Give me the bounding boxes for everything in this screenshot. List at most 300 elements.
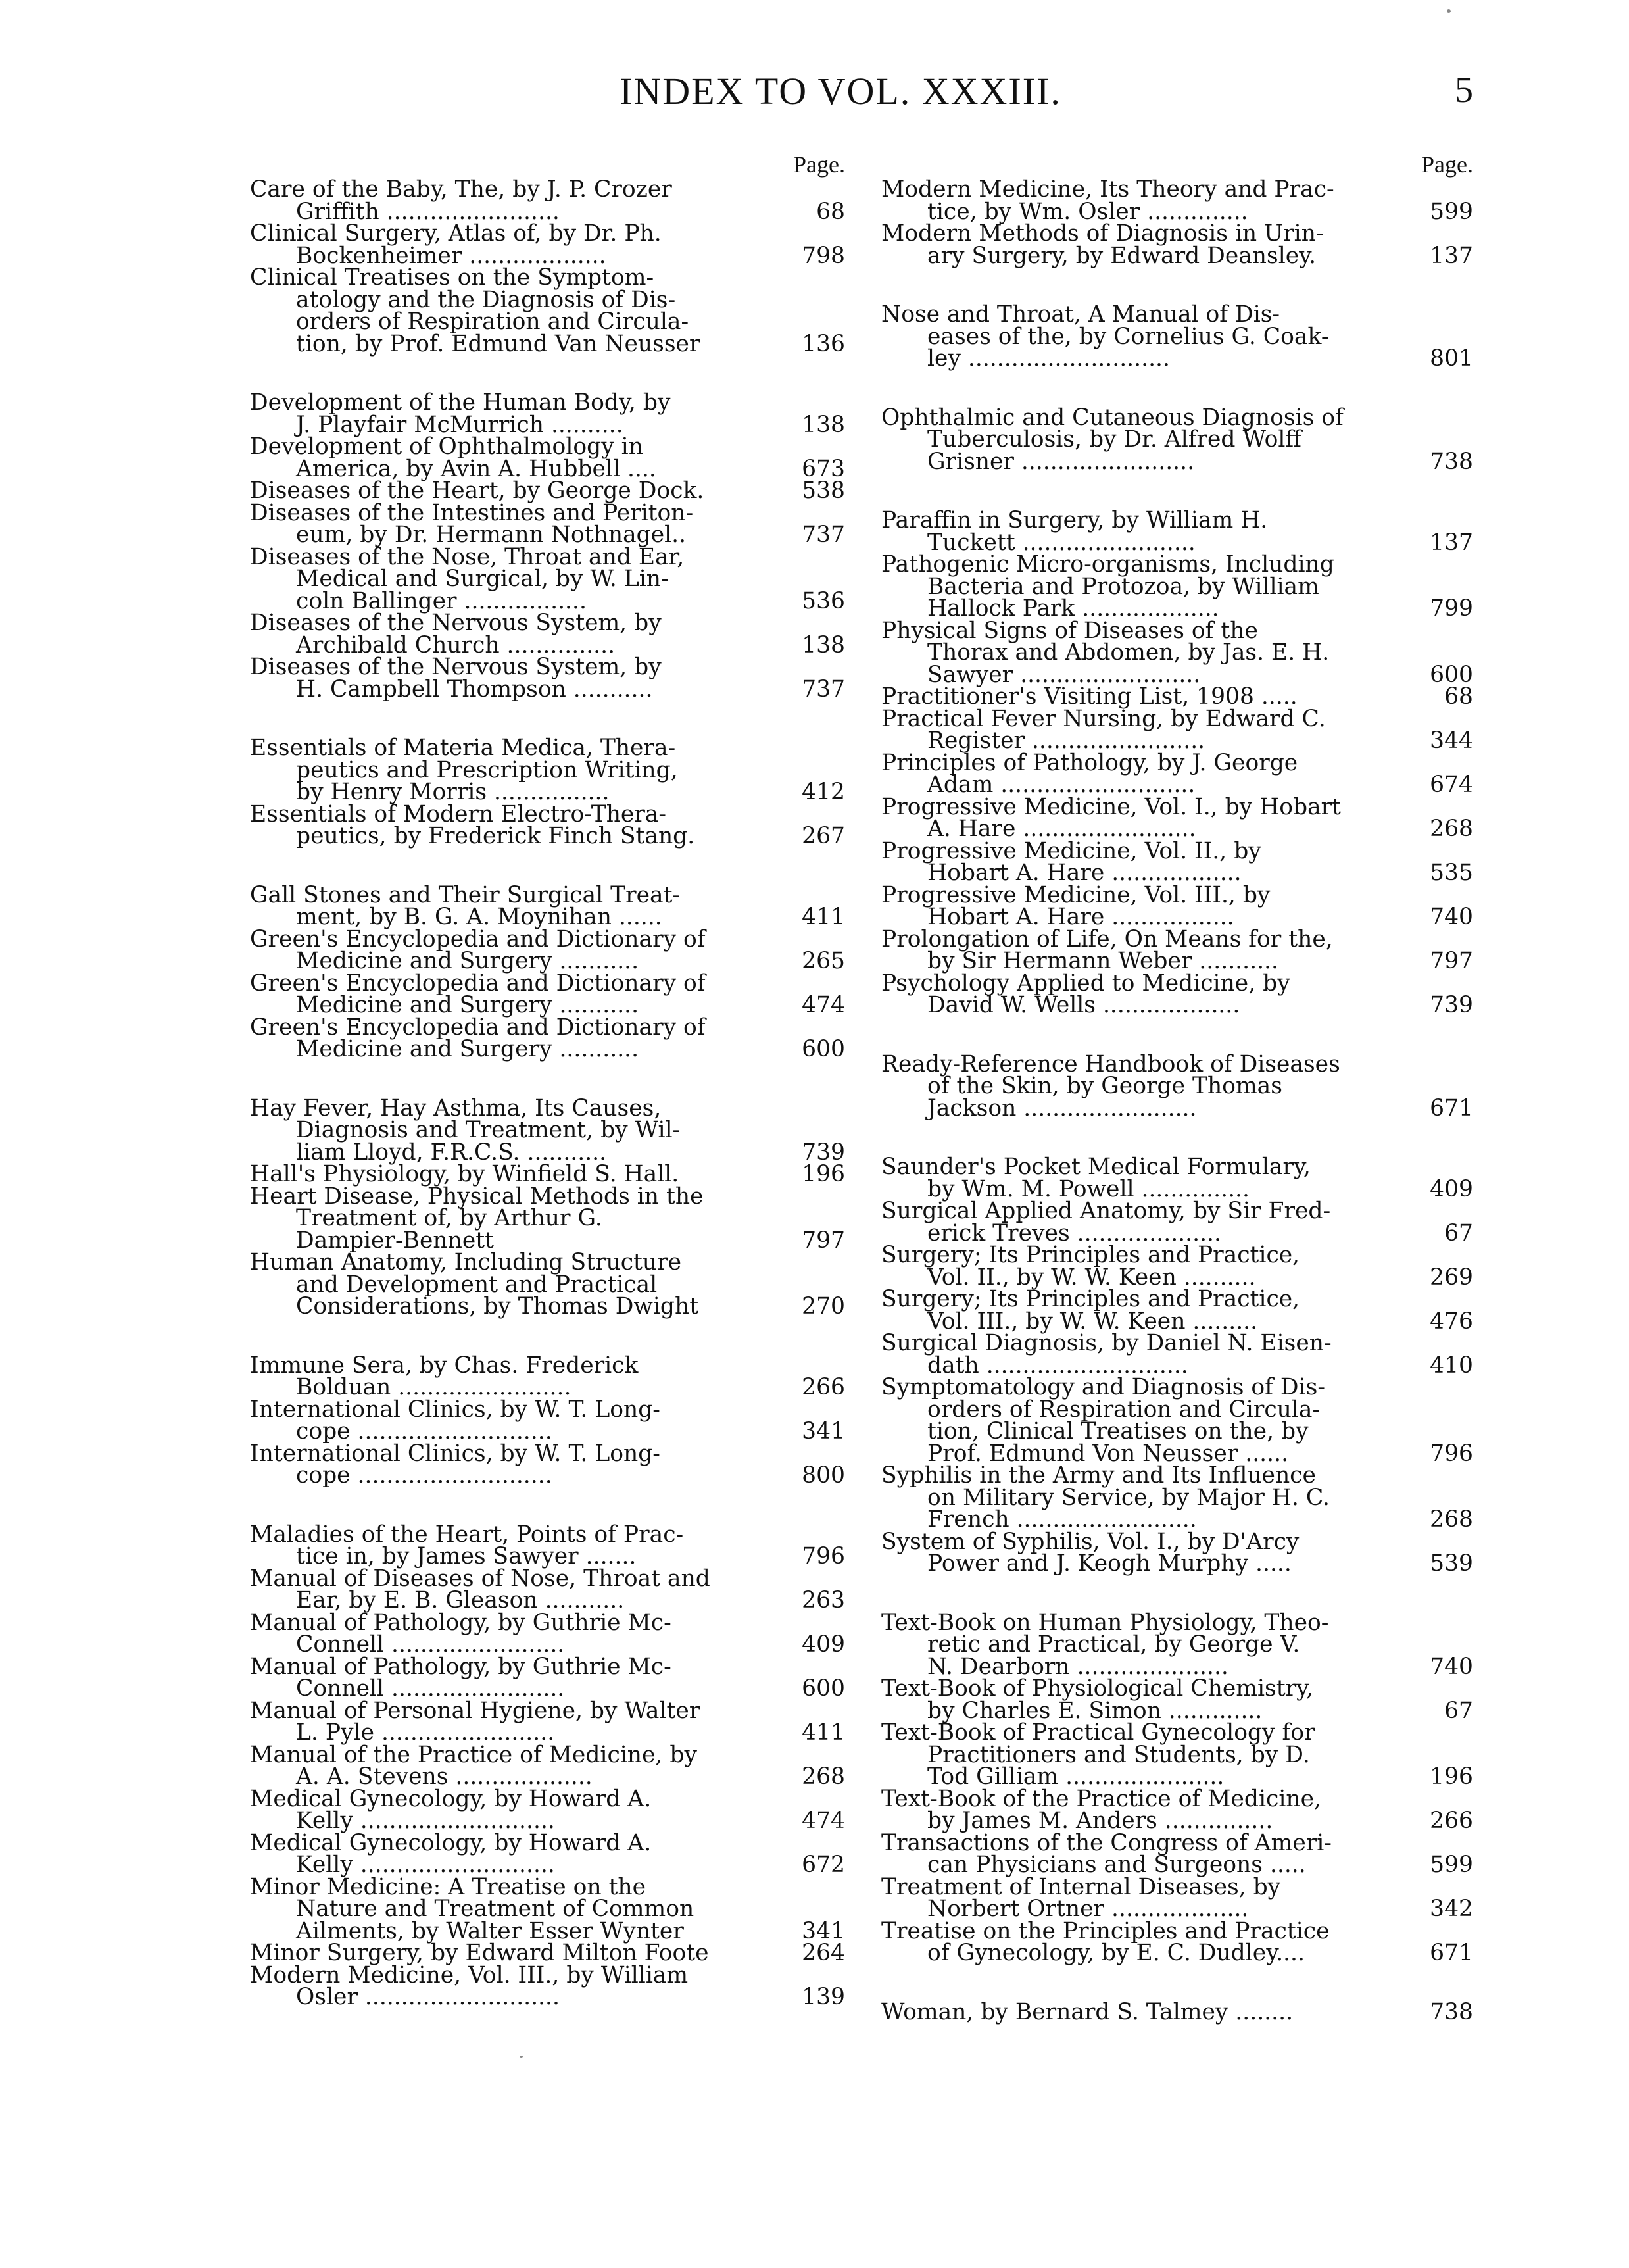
index-entry (881, 1609, 1473, 1680)
index-entry-line: Sawyer ......................... (927, 661, 1201, 688)
index-entry-page: 538 (802, 478, 845, 504)
index-entry-line: Nature and Treatment of Common (296, 1896, 694, 1922)
index-letter-group (250, 1352, 845, 1489)
index-entry-line: Minor Surgery, by Edward Milton Foote (250, 1940, 709, 1966)
index-entry-page: 67 (1444, 1697, 1473, 1724)
index-entry (250, 1396, 845, 1444)
index-entry (250, 925, 845, 974)
index-entry (250, 1183, 845, 1254)
index-entry (250, 1352, 845, 1400)
index-letter-group (881, 1156, 1473, 1575)
index-entry (250, 1697, 845, 1746)
index-entry-line: Ear, by E. B. Gleason ........... (296, 1587, 625, 1614)
index-entry (881, 749, 1473, 798)
index-entry-line: cope ........................... (296, 1418, 552, 1444)
index-entry-line: Surgery; Its Principles and Practice, (881, 1286, 1300, 1312)
index-entry-page: 739 (802, 1139, 845, 1166)
index-entry-line: ment, by B. G. A. Moynihan ...... (296, 904, 662, 930)
index-entry-line: A. Hare ........................ (927, 816, 1196, 842)
index-entry (250, 612, 845, 656)
index-entry-page: 801 (1430, 345, 1473, 372)
index-entry (250, 433, 845, 482)
index-entry-line: Grisner ........................ (927, 448, 1195, 475)
index-entry-page: 798 (802, 242, 845, 269)
index-entry-line: Psychology Applied to Medicine, by (881, 970, 1290, 997)
index-entry-line: Gall Stones and Their Surgical Treat- (250, 881, 681, 908)
index-entry-line: by James M. Anders ............... (927, 1808, 1273, 1834)
index-entry-line: by Henry Morris ................ (296, 779, 610, 805)
index-letter-group (881, 507, 1473, 1018)
index-entry-line: Register ........................ (927, 727, 1205, 754)
index-entry (250, 480, 845, 503)
index-entry-line: Modern Methods of Diagnosis in Urin- (881, 220, 1324, 247)
index-entry-line: Pathogenic Micro-organisms, Including (881, 551, 1334, 578)
index-entry-page: 196 (802, 1161, 845, 1187)
index-entry-page: 411 (802, 904, 845, 930)
index-entry-page: 265 (802, 948, 845, 974)
index-entry-line: A. A. Stevens ................... (296, 1763, 593, 1790)
index-entry (250, 1741, 845, 1790)
index-entry-page: 600 (1430, 661, 1473, 688)
index-entry-page: 263 (802, 1587, 845, 1614)
index-entry-line: Griffith ........................ (296, 198, 560, 225)
index-entry-line: Human Anatomy, Including Structure (250, 1249, 682, 1275)
index-entry-line: Bockenheimer ................... (296, 242, 606, 269)
index-entry-line: Manual of Pathology, by Guthrie Mc- (250, 1653, 671, 1680)
index-entry-line: Treatment of, by Arthur G. (296, 1205, 602, 1231)
index-entry-page: 409 (802, 1631, 845, 1658)
index-entry-line: Diseases of the Intestines and Periton- (250, 499, 694, 526)
index-entry-page: 266 (1430, 1808, 1473, 1834)
index-entry-line: Development of the Human Body, by (250, 389, 671, 416)
index-entry-line: Ophthalmic and Cutaneous Diagnosis of (881, 404, 1344, 431)
index-entry (881, 551, 1473, 622)
index-entry-line: Manual of Diseases of Nose, Throat and (250, 1565, 710, 1592)
index-entry-line: Text-Book of Physiological Chemistry, (881, 1675, 1313, 1702)
index-entry (881, 1873, 1473, 1922)
index-entry-line: Text-Book of the Practice of Medicine, (881, 1785, 1321, 1812)
index-entry-page: 673 (802, 455, 845, 482)
index-entry (250, 1014, 845, 1062)
index-entry-line: System of Syphilis, Vol. I., by D'Arcy (881, 1528, 1300, 1555)
index-letter-group (881, 1998, 1473, 2025)
index-letter-group (250, 1095, 845, 1319)
index-entry (250, 543, 845, 614)
index-entry (881, 404, 1473, 475)
index-entry-page: 268 (1430, 816, 1473, 842)
index-entry-line: dath ............................ (927, 1352, 1188, 1379)
index-entry (250, 1829, 845, 1878)
index-entry-line: Considerations, by Thomas Dwight (296, 1293, 699, 1319)
index-entry-page: 136 (802, 330, 845, 357)
index-entry-line: Progressive Medicine, Vol. I., by Hobart (881, 793, 1341, 820)
index-entry (881, 1242, 1473, 1291)
index-entry-line: Green's Encyclopedia and Dictionary of (250, 970, 706, 997)
index-entry-page: 266 (802, 1374, 845, 1400)
index-letter-group (250, 881, 845, 1062)
index-entry-line: Vol. III., by W. W. Keen ......... (927, 1308, 1258, 1335)
index-entry-line: Modern Medicine, Vol. III., by William (250, 1961, 689, 1988)
index-entry-line: Prof. Edmund Von Neusser ...... (927, 1440, 1289, 1467)
index-entry-page: 599 (1430, 198, 1473, 225)
index-entry-line: Nose and Throat, A Manual of Dis- (881, 301, 1280, 328)
index-entry-line: Medicine and Surgery ........... (296, 992, 639, 1018)
index-entry-line: America, by Avin A. Hubbell .... (296, 455, 656, 482)
index-entry (250, 1249, 845, 1319)
index-entry (250, 881, 845, 930)
index-entry-page: 68 (1444, 683, 1473, 710)
index-entry-line: Physical Signs of Diseases of the (881, 617, 1258, 644)
index-entry (881, 220, 1473, 269)
index-entry-line: International Clinics, by W. T. Long- (250, 1396, 660, 1423)
index-entry (881, 1330, 1473, 1379)
index-entry-line: tion, Clinical Treatises on the, by (927, 1418, 1309, 1444)
index-entry-line: French ......................... (927, 1506, 1197, 1533)
index-entry-line: Medical Gynecology, by Howard A. (250, 1785, 652, 1812)
index-entry-line: peutics, by Frederick Finch Stang. (296, 823, 695, 849)
index-entry-page: 671 (1430, 1940, 1473, 1966)
index-entry-line: Diseases of the Nose, Throat and Ear, (250, 543, 685, 570)
index-entry (250, 1609, 845, 1658)
index-entry (881, 1200, 1473, 1245)
index-entry-page: 796 (1430, 1440, 1473, 1467)
index-entry (881, 176, 1473, 225)
index-letter-group (250, 389, 845, 703)
index-entry-line: Manual of the Practice of Medicine, by (250, 1741, 697, 1768)
index-letter-group (881, 1050, 1473, 1122)
index-entry-line: Heart Disease, Physical Methods in the (250, 1183, 704, 1210)
index-entry-line: Manual of Pathology, by Guthrie Mc- (250, 1609, 671, 1636)
index-entry-line: Diseases of the Nervous System, by (250, 610, 662, 636)
index-entry-line: erick Treves .................... (927, 1220, 1221, 1246)
index-entry (250, 264, 845, 357)
index-entry-line: eum, by Dr. Hermann Nothnagel.. (296, 522, 687, 548)
page-header (0, 69, 1629, 128)
index-entry-line: Connell ........................ (296, 1675, 565, 1702)
index-entry-line: by Charles E. Simon ............. (927, 1697, 1263, 1724)
index-entry (250, 1961, 845, 2010)
index-entry-line: Surgery; Its Principles and Practice, (881, 1242, 1300, 1268)
print-speck (520, 2056, 523, 2058)
index-entry-line: Development of Ophthalmology in (250, 433, 643, 460)
index-entry-line: eases of the, by Cornelius G. Coak- (927, 323, 1329, 350)
index-entry-page: 196 (1430, 1763, 1473, 1790)
index-entry-line: Connell ........................ (296, 1631, 565, 1658)
index-entry-line: Treatment of Internal Diseases, by (881, 1873, 1281, 1900)
index-entry-page: 68 (816, 198, 845, 225)
index-entry-line: Bolduan ........................ (296, 1374, 571, 1400)
index-entry-line: Green's Encyclopedia and Dictionary of (250, 925, 706, 952)
index-entry-page: 138 (802, 411, 845, 438)
index-entry-line: Essentials of Materia Medica, Thera- (250, 735, 676, 761)
index-entry-page: 799 (1430, 595, 1473, 622)
index-entry-page: 599 (1430, 1852, 1473, 1878)
index-entry-page: 269 (1430, 1264, 1473, 1291)
index-letter-group (881, 1609, 1473, 1966)
index-entry (250, 1440, 845, 1489)
index-entry (881, 1156, 1473, 1200)
index-entry-line: Medicine and Surgery ........... (296, 1036, 639, 1062)
index-entry-page: 137 (1430, 529, 1473, 556)
index-entry-line: Archibald Church ............... (296, 631, 616, 658)
index-entry-line: on Military Service, by Major H. C. (927, 1484, 1330, 1511)
index-entry-page: 671 (1430, 1095, 1473, 1122)
index-entry-line: Diseases of the Nervous System, by (250, 654, 662, 680)
index-letter-group (881, 301, 1473, 372)
index-entry (881, 970, 1473, 1018)
index-entry-page: 800 (802, 1462, 845, 1489)
index-entry-page: 268 (1430, 1506, 1473, 1533)
index-entry-line: Syphilis in the Army and Its Influence (881, 1462, 1316, 1489)
index-entry (881, 1374, 1473, 1467)
index-entry-page: 267 (802, 823, 845, 849)
index-entry (881, 1998, 1473, 2025)
index-entry-line: orders of Respiration and Circula- (927, 1396, 1321, 1423)
index-entry-page: 739 (1430, 992, 1473, 1018)
index-entry (250, 1565, 845, 1614)
index-entry-line: J. Playfair McMurrich .......... (296, 411, 623, 438)
index-entry-line: by Wm. M. Powell ............... (927, 1175, 1250, 1202)
index-letter-group (250, 1521, 845, 2010)
index-entry-line: peutics and Prescription Writing, (296, 756, 678, 783)
index-entry (881, 1917, 1473, 1966)
index-entry-line: cope ........................... (296, 1462, 552, 1489)
index-entry-line: tion, by Prof. Edmund Van Neusser (296, 330, 700, 357)
index-entry-line: Maladies of the Heart, Points of Prac- (250, 1521, 684, 1548)
index-entry-line: Kelly ........................... (296, 1808, 555, 1834)
index-entry (881, 1286, 1473, 1335)
index-entry-line: Transactions of the Congress of Ameri- (881, 1829, 1332, 1856)
index-entry-page: 344 (1430, 727, 1473, 754)
index-entry-line: Vol. II., by W. W. Keen .......... (927, 1264, 1256, 1291)
index-entry-line: Principles of Pathology, by J. George (881, 749, 1298, 776)
index-entry (881, 1528, 1473, 1577)
index-entry-line: Medicine and Surgery ........... (296, 948, 639, 974)
index-entry-page: 740 (1430, 904, 1473, 930)
index-entry-page: 412 (802, 779, 845, 805)
index-entry-line: Diagnosis and Treatment, by Wil- (296, 1117, 681, 1143)
index-entry-line: Essentials of Modern Electro-Thera- (250, 801, 667, 827)
index-entry (250, 1873, 845, 1944)
index-entry-line: H. Campbell Thompson ........... (296, 676, 653, 703)
index-entry-page: 737 (802, 522, 845, 548)
index-entry-page: 270 (802, 1293, 845, 1319)
index-entry (250, 1785, 845, 1834)
index-entry-line: ley ............................ (927, 345, 1170, 372)
index-entry-line: Hobart A. Hare .................. (927, 860, 1242, 886)
index-entry (250, 176, 845, 225)
index-entry-line: Practitioner's Visiting List, 1908 ..... (881, 683, 1298, 710)
index-entry-line: Manual of Personal Hygiene, by Walter (250, 1697, 700, 1724)
index-entry-page: 137 (1430, 242, 1473, 269)
index-entry-line: Minor Medicine: A Treatise on the (250, 1873, 646, 1900)
index-entry-page: 738 (1430, 1998, 1473, 2025)
index-entry-page: 674 (1430, 772, 1473, 798)
page-column-label: Page. (1421, 151, 1473, 178)
index-letter-group (250, 737, 845, 848)
index-letter-group (881, 404, 1473, 475)
index-entry-page: 409 (1430, 1175, 1473, 1202)
index-entry-line: L. Pyle ........................ (296, 1719, 555, 1746)
index-entry-page: 264 (802, 1940, 845, 1966)
index-entry-line: Symptomatology and Diagnosis of Dis- (881, 1374, 1325, 1400)
index-entry-line: Tod Gilliam ...................... (927, 1763, 1225, 1790)
index-entry-page: 797 (1430, 948, 1473, 974)
index-entry-line: ary Surgery, by Edward Deansley. (927, 242, 1317, 269)
index-entry-line: Osler ........................... (296, 1984, 560, 2010)
index-entry-line: coln Ballinger ................. (296, 587, 587, 614)
index-entry-line: Treatise on the Principles and Practice (881, 1917, 1330, 1944)
index-entry-line: Modern Medicine, Its Theory and Prac- (881, 176, 1334, 203)
index-entry-line: Saunder's Pocket Medical Formulary, (881, 1154, 1311, 1180)
left-index-column (250, 150, 845, 2009)
index-entry-line: Green's Encyclopedia and Dictionary of (250, 1014, 706, 1041)
index-entry-page: 672 (802, 1852, 845, 1878)
index-entry (250, 1095, 845, 1166)
index-entry-page: 796 (802, 1543, 845, 1569)
index-entry-line: Care of the Baby, The, by J. P. Crozer (250, 176, 672, 203)
index-entry (250, 656, 845, 701)
index-entry-page: 139 (802, 1984, 845, 2010)
index-entry-page: 740 (1430, 1653, 1473, 1680)
index-entry (881, 1462, 1473, 1533)
print-speck (1447, 9, 1451, 13)
index-entry-page: 737 (802, 676, 845, 703)
index-entry-line: atology and the Diagnosis of Dis- (296, 286, 676, 313)
index-entry (250, 1521, 845, 1569)
index-entry-page: 138 (802, 631, 845, 658)
index-entry-page: 535 (1430, 860, 1473, 886)
index-entry (881, 1829, 1473, 1878)
index-entry-page: 600 (802, 1036, 845, 1062)
index-entry-line: Medical Gynecology, by Howard A. (250, 1829, 652, 1856)
index-entry-line: Practical Fever Nursing, by Edward C. (881, 705, 1326, 732)
index-entry-line: Progressive Medicine, Vol. II., by (881, 837, 1261, 864)
index-entry (250, 737, 845, 804)
index-entry (881, 301, 1473, 372)
index-entry-page: 342 (1430, 1896, 1473, 1922)
index-entry-line: Tuberculosis, by Dr. Alfred Wolff (927, 426, 1301, 453)
index-entry-line: Norbert Ortner ................... (927, 1896, 1249, 1922)
index-entry (881, 683, 1473, 710)
index-entry-line: N. Dearborn ..................... (927, 1653, 1228, 1680)
index-entry (881, 925, 1473, 974)
index-entry (250, 1161, 845, 1187)
index-entry-line: Power and J. Keogh Murphy ..... (927, 1550, 1292, 1577)
index-entry-page: 67 (1444, 1220, 1473, 1246)
index-entry-line: International Clinics, by W. T. Long- (250, 1440, 660, 1467)
index-entry (881, 837, 1473, 886)
index-entry-line: Text-Book of Practical Gynecology for (881, 1719, 1315, 1746)
index-entry-line: Paraffin in Surgery, by William H. (881, 507, 1268, 533)
index-entry (881, 881, 1473, 930)
index-entry-line: Prolongation of Life, On Means for the, (881, 925, 1333, 952)
index-entry-line: Woman, by Bernard S. Talmey ........ (881, 1998, 1294, 2025)
index-entry-line: Adam ........................... (927, 772, 1196, 798)
index-entry (881, 1050, 1473, 1122)
index-entry-line: Clinical Treatises on the Symptom- (250, 264, 654, 291)
index-entry-page: 268 (802, 1763, 845, 1790)
index-entry (250, 1942, 845, 1965)
index-entry-line: Tuckett ........................ (927, 529, 1196, 556)
index-entry-line: Bacteria and Protozoa, by William (927, 573, 1319, 600)
index-entry (881, 617, 1473, 688)
index-entry-line: Immune Sera, by Chas. Frederick (250, 1352, 639, 1379)
index-entry-page: 738 (1430, 448, 1473, 475)
index-entry-line: by Sir Hermann Weber ........... (927, 948, 1279, 974)
index-entry (250, 801, 845, 849)
index-entry (881, 507, 1473, 556)
index-entry-line: retic and Practical, by George V. (927, 1631, 1300, 1658)
index-entry-page: 341 (802, 1418, 845, 1444)
index-entry-line: Jackson ........................ (927, 1095, 1197, 1122)
index-entry-page: 600 (802, 1675, 845, 1702)
index-letter-group (881, 176, 1473, 269)
index-entry (250, 970, 845, 1018)
index-entry-line: liam Lloyd, F.R.C.S. ........... (296, 1139, 607, 1166)
index-entry (881, 1785, 1473, 1834)
index-entry-line: Practitioners and Students, by D. (927, 1741, 1310, 1768)
index-entry (250, 1653, 845, 1702)
index-entry-line: Ailments, by Walter Esser Wynter (296, 1917, 684, 1944)
index-entry-page: 536 (802, 587, 845, 614)
index-entry-line: and Development and Practical (296, 1271, 658, 1298)
index-entry-line: tice, by Wm. Osler .............. (927, 198, 1248, 225)
index-letter-group (250, 176, 845, 357)
index-entry-line: Thorax and Abdomen, by Jas. E. H. (927, 639, 1330, 666)
index-entry-page: 476 (1430, 1308, 1473, 1335)
index-entry-line: Surgical Diagnosis, by Daniel N. Eisen- (881, 1330, 1332, 1356)
index-entry-page: 539 (1430, 1550, 1473, 1577)
page-title: INDEX TO VOL. XXXIII. (620, 70, 1061, 112)
index-entry (881, 705, 1473, 754)
index-entry-line: Progressive Medicine, Vol. III., by (881, 881, 1271, 908)
index-entry-line: orders of Respiration and Circula- (296, 308, 689, 335)
index-entry-line: Hallock Park ................... (927, 595, 1219, 622)
index-entry-page: 410 (1430, 1352, 1473, 1379)
index-entry-line: Medical and Surgical, by W. Lin- (296, 566, 669, 592)
right-index-column (881, 150, 1473, 2023)
index-entry-line: can Physicians and Surgeons ..... (927, 1852, 1306, 1878)
index-entry-page: 411 (802, 1719, 845, 1746)
index-entry-line: Dampier-Bennett (296, 1227, 494, 1254)
index-entry-line: Surgical Applied Anatomy, by Sir Fred- (881, 1198, 1331, 1224)
index-entry (250, 389, 845, 438)
index-entry-page: 474 (802, 1808, 845, 1834)
index-entry-line: Text-Book on Human Physiology, Theo- (881, 1609, 1329, 1636)
index-entry (881, 1675, 1473, 1724)
index-entry-page: 474 (802, 992, 845, 1018)
index-entry-line: of the Skin, by George Thomas (927, 1073, 1282, 1099)
index-entry (250, 499, 845, 548)
index-entry-line: Diseases of the Heart, by George Dock. (250, 478, 704, 504)
index-entry-line: tice in, by James Sawyer ....... (296, 1543, 637, 1569)
index-entry-line: of Gynecology, by E. C. Dudley.... (927, 1940, 1305, 1966)
index-entry-page: 341 (802, 1917, 845, 1944)
index-entry-line: Hobart A. Hare ................. (927, 904, 1234, 930)
page-number: 5 (1455, 70, 1473, 111)
index-entry-page: 797 (802, 1227, 845, 1254)
index-entry (881, 1719, 1473, 1790)
index-entry-line: David W. Wells ................... (927, 992, 1240, 1018)
index-entry-line: Clinical Surgery, Atlas of, by Dr. Ph. (250, 220, 662, 247)
index-entry-line: Hay Fever, Hay Asthma, Its Causes, (250, 1095, 662, 1122)
index-entry (250, 220, 845, 269)
index-entry-line: Kelly ........................... (296, 1852, 555, 1878)
page-column-label: Page. (793, 151, 845, 178)
index-entry-line: Hall's Physiology, by Winfield S. Hall. (250, 1161, 679, 1187)
index-entry-line: Ready-Reference Handbook of Diseases (881, 1050, 1340, 1077)
